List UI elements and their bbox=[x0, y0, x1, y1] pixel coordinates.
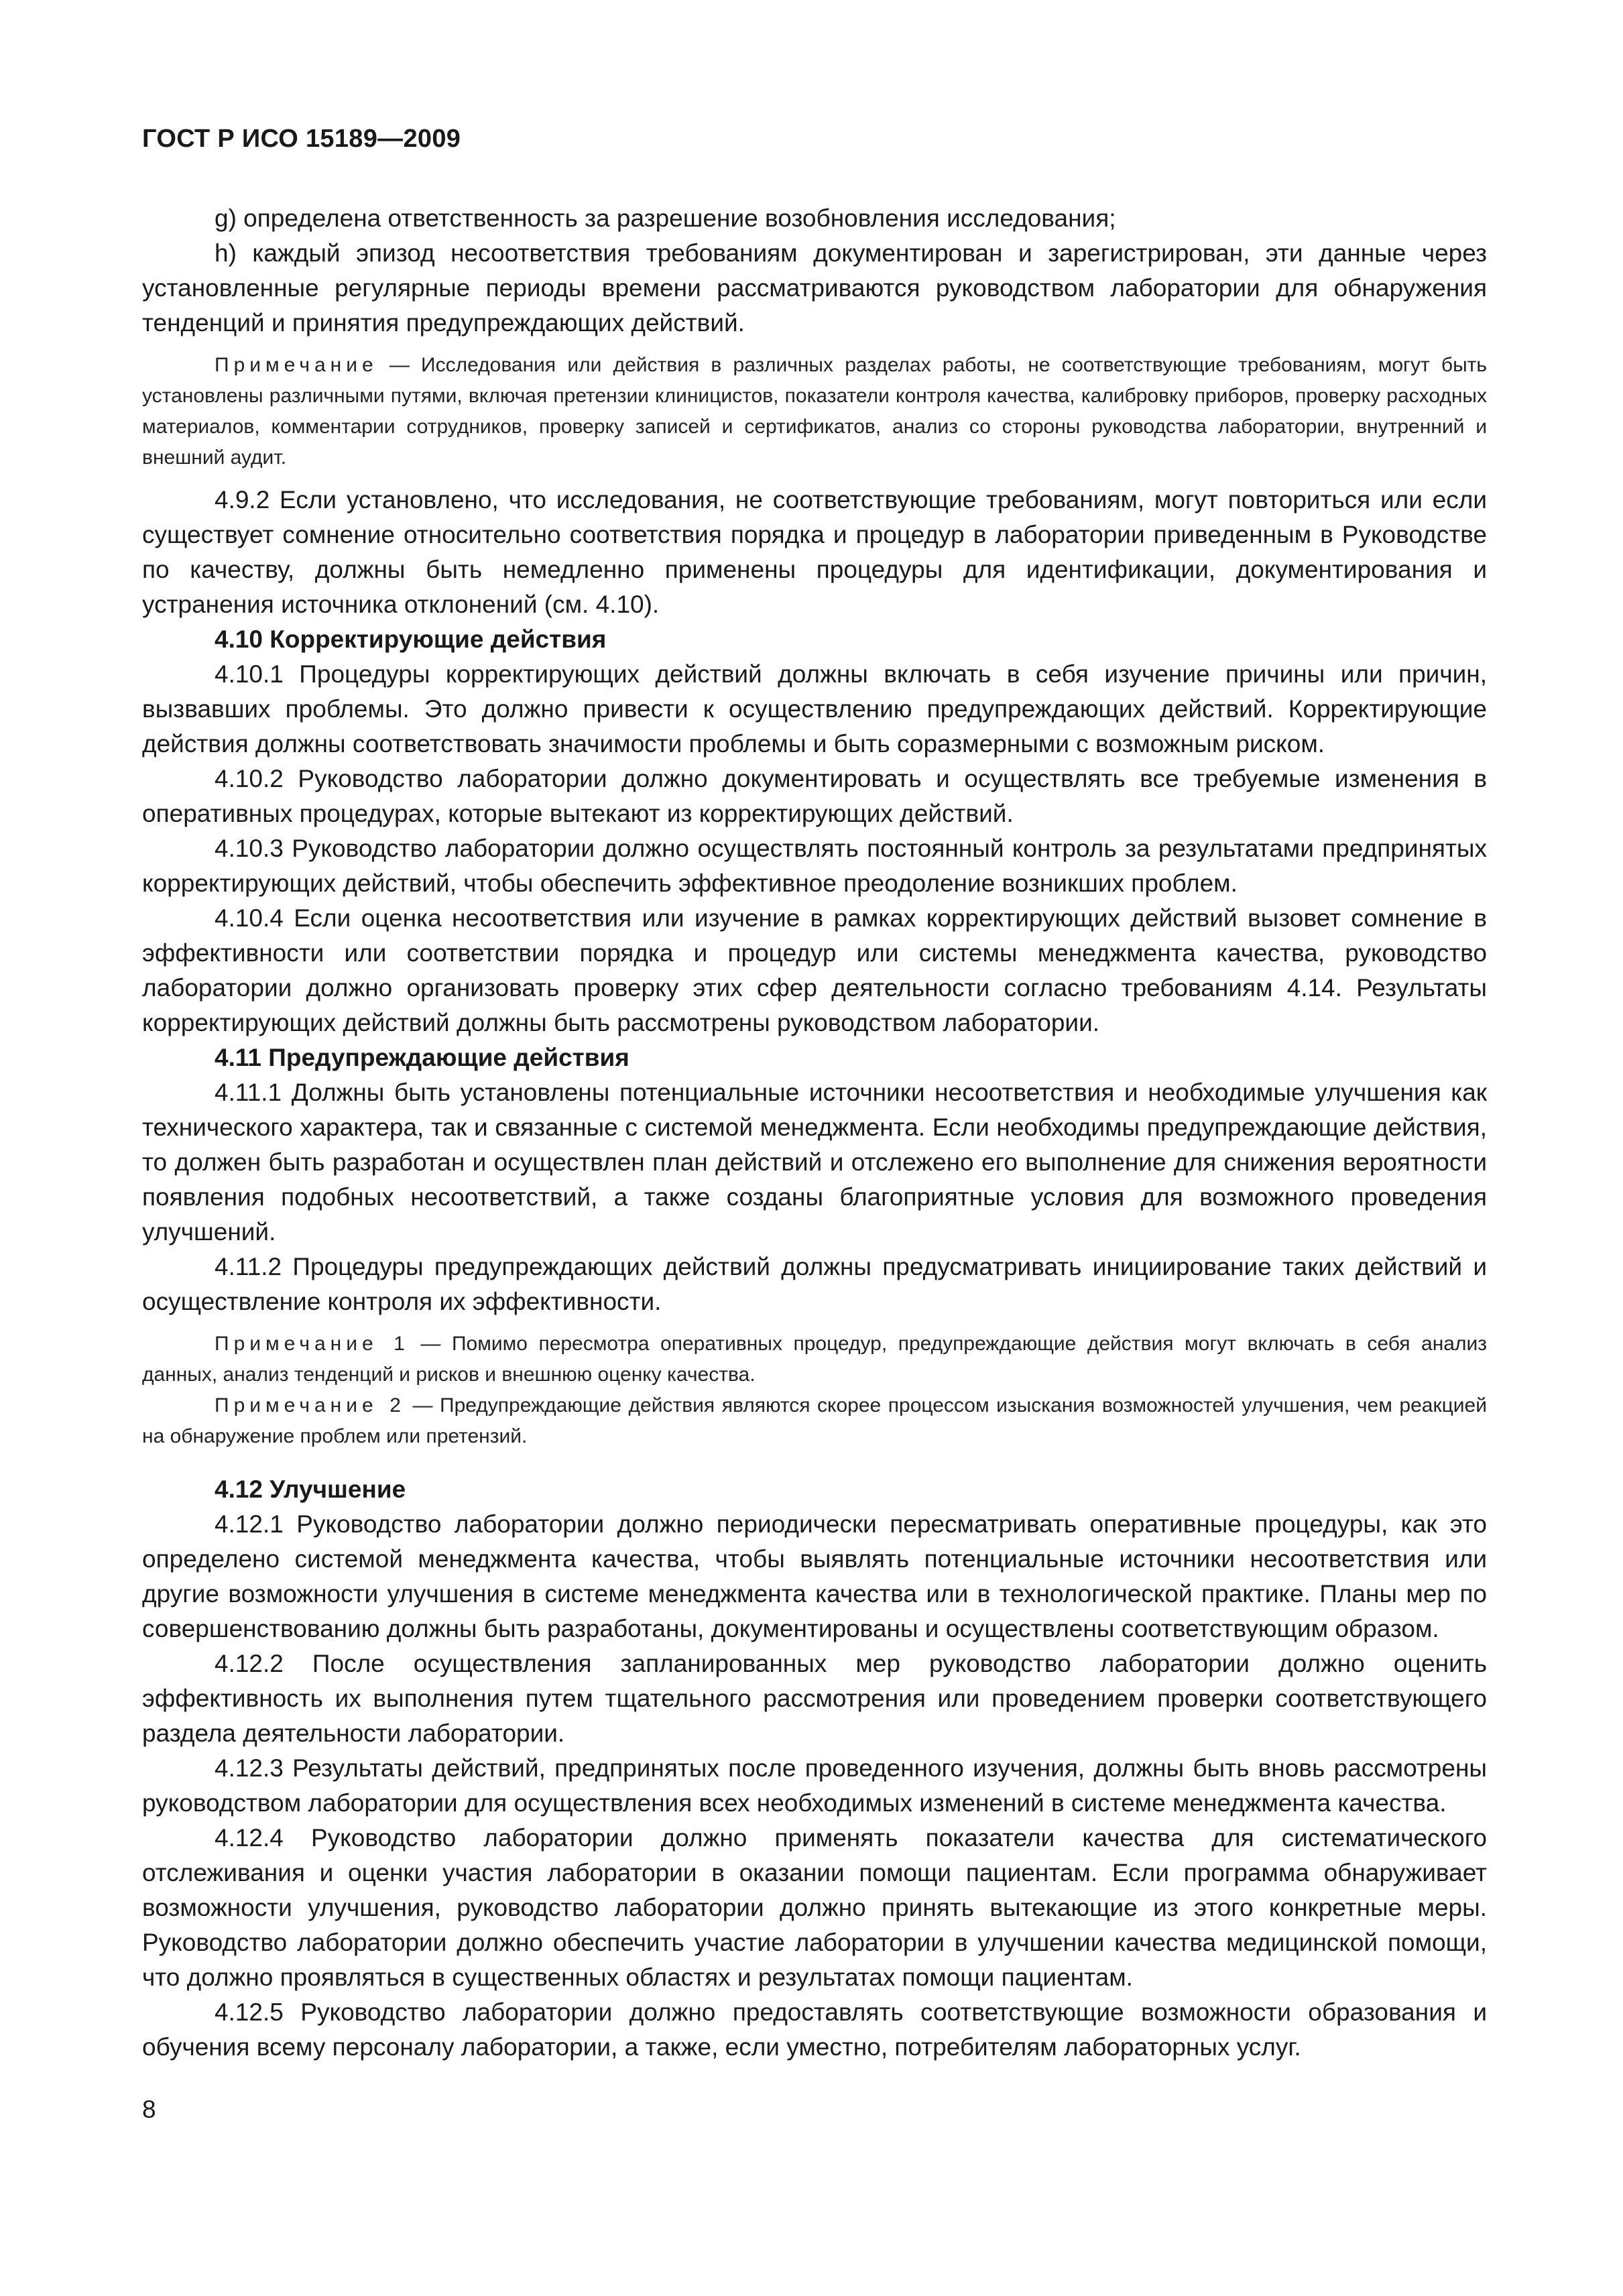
paragraph-4-12-1: 4.12.1 Руководство лаборатории должно периодически пересматривать оперативные процедуры, как это определено системой менеджмента качества, чтобы выявлять потенциальные источники несоответствия или другие возможности улучшения в системе менеджмента качества или в технологической практике. Планы мер по совершенствованию должны быть разработаны, документированы и осуществлены соответствующим образом. bbox=[142, 1510, 1487, 1642]
note-3 bbox=[142, 1390, 1487, 1452]
paragraph-4-12-5: 4.12.5 Руководство лаборатории должно предоставлять соответствующие возможности образования и обучения всему персоналу лаборатории, а также, если уместно, потребителям лабораторных услуг. bbox=[142, 1998, 1487, 2061]
document-body bbox=[142, 201, 1487, 2065]
paragraph-4-11-1: 4.11.1 Должны быть установлены потенциальные источники несоответствия и необходимые улучшения как технического характера, так и связанные с системой менеджмента. Если необходимы предупреждающие действия, то должен быть разработан и осуществлен план действий и отслежено его выполнение для снижения вероятности появления подобных несоответствий, а также созданы благоприятные условия для возможного проведения улучшений. bbox=[142, 1079, 1487, 1246]
section-heading-4-10: 4.10 Корректирующие действия bbox=[215, 625, 607, 653]
paragraph-4-10-4: 4.10.4 Если оценка несоответствия или изучение в рамках корректирующих действий вызовет сомнение в эффективности или соответствии порядка и процедур или системы менеджмента качества, руководство лаборатории должно организовать проверку этих сфер деятельности согласно требованиям 4.14. Результаты корректирующих действий должны быть рассмотрены руководством лаборатории. bbox=[142, 904, 1487, 1036]
document-header: ГОСТ Р ИСО 15189—2009 bbox=[142, 125, 461, 153]
paragraph-4-12-4: 4.12.4 Руководство лаборатории должно применять показатели качества для систематического отслеживания и оценки участия лаборатории в оказании помощи пациентам. Если программа обнаруживает возможности улучшения, руководство лаборатории должно принять вытекающие из этого конкретные меры. Руководство лаборатории должно обеспечить участие лаборатории в улучшении качества медицинской помощи, что должно проявляться в существенных областях и результатах помощи пациентам. bbox=[142, 1824, 1487, 1991]
spacer bbox=[142, 1461, 1487, 1472]
paragraph-item-g: g) определена ответственность за разрешение возобновления исследования; bbox=[215, 204, 1116, 232]
note-2 bbox=[142, 1329, 1487, 1390]
paragraph-4-10-2: 4.10.2 Руководство лаборатории должно документировать и осуществлять все требуемые изменения в оперативных процедурах, которые вытекают из корректирующих действий. bbox=[142, 765, 1487, 827]
paragraph-4-11-2: 4.11.2 Процедуры предупреждающих действий должны предусматривать инициирование таких действий и осуществление контроля их эффективности. bbox=[142, 1253, 1487, 1315]
paragraph-4-10-1: 4.10.1 Процедуры корректирующих действий должны включать в себя изучение причины или причин, вызвавших проблемы. Это должно привести к осуществлению предупреждающих действий. Корректирующие действия должны соответствовать значимости проблемы и быть соразмерными с возможным риском. bbox=[142, 660, 1487, 758]
paragraph-4-12-3: 4.12.3 Результаты действий, предпринятых после проведенного изучения, должны быть вновь рассмотрены руководством лаборатории для осуществления всех необходимых изменений в системе менеджмента качества. bbox=[142, 1754, 1487, 1817]
note-2-label: Примечание 1 bbox=[215, 1333, 410, 1355]
note-3-label: Примечание 2 bbox=[215, 1394, 406, 1416]
note-3-text: — Предупреждающие действия являются скорее процессом изыскания возможностей улучшения, чем реакцией на обнаружение проблем или претензий. bbox=[142, 1394, 1487, 1447]
section-heading-4-12: 4.12 Улучшение bbox=[215, 1475, 406, 1503]
note-1-label: Примечание bbox=[215, 354, 378, 376]
page-number: 8 bbox=[142, 2096, 156, 2123]
paragraph-4-9-2: 4.9.2 Если установлено, что исследования, не соответствующие требованиям, могут повториться или если существует сомнение относительно соответствия порядка и процедур в лаборатории приведенным в Руководстве по качеству, должны быть немедленно применены процедуры для идентификации, документирования и устранения источника отклонений (см. 4.10). bbox=[142, 486, 1487, 618]
note-1 bbox=[142, 350, 1487, 473]
paragraph-item-h: h) каждый эпизод несоответствия требованиям документирован и зарегистрирован, эти данные через установленные регулярные периоды времени рассматриваются руководством лаборатории для обнаружения тенденций и принятия предупреждающих действий. bbox=[142, 239, 1487, 337]
section-heading-4-11: 4.11 Предупреждающие действия bbox=[215, 1044, 629, 1071]
paragraph-4-10-3: 4.10.3 Руководство лаборатории должно осуществлять постоянный контроль за результатами предпринятых корректирующих действий, чтобы обеспечить эффективное преодоление возникших проблем. bbox=[142, 835, 1487, 897]
note-1-text: — Исследования или действия в различных разделах работы, не соответствующие требованиям, могут быть установлены различными путями, включая претензии клиницистов, показатели контроля качества, калибровку приборов, проверку расходных материалов, комментарии сотрудников, проверку записей и сертификатов, анализ со стороны руководства лаборатории, внутренний и внешний аудит. bbox=[142, 354, 1487, 469]
note-2-text: — Помимо пересмотра оперативных процедур, предупреждающие действия могут включать в себя анализ данных, анализ тенденций и рисков и внешнюю оценку качества. bbox=[142, 1333, 1487, 1386]
paragraph-4-12-2: 4.12.2 После осуществления запланированных мер руководство лаборатории должно оценить эффективность их выполнения путем тщательного рассмотрения или проведением проверки соответствующего раздела деятельности лаборатории. bbox=[142, 1650, 1487, 1747]
